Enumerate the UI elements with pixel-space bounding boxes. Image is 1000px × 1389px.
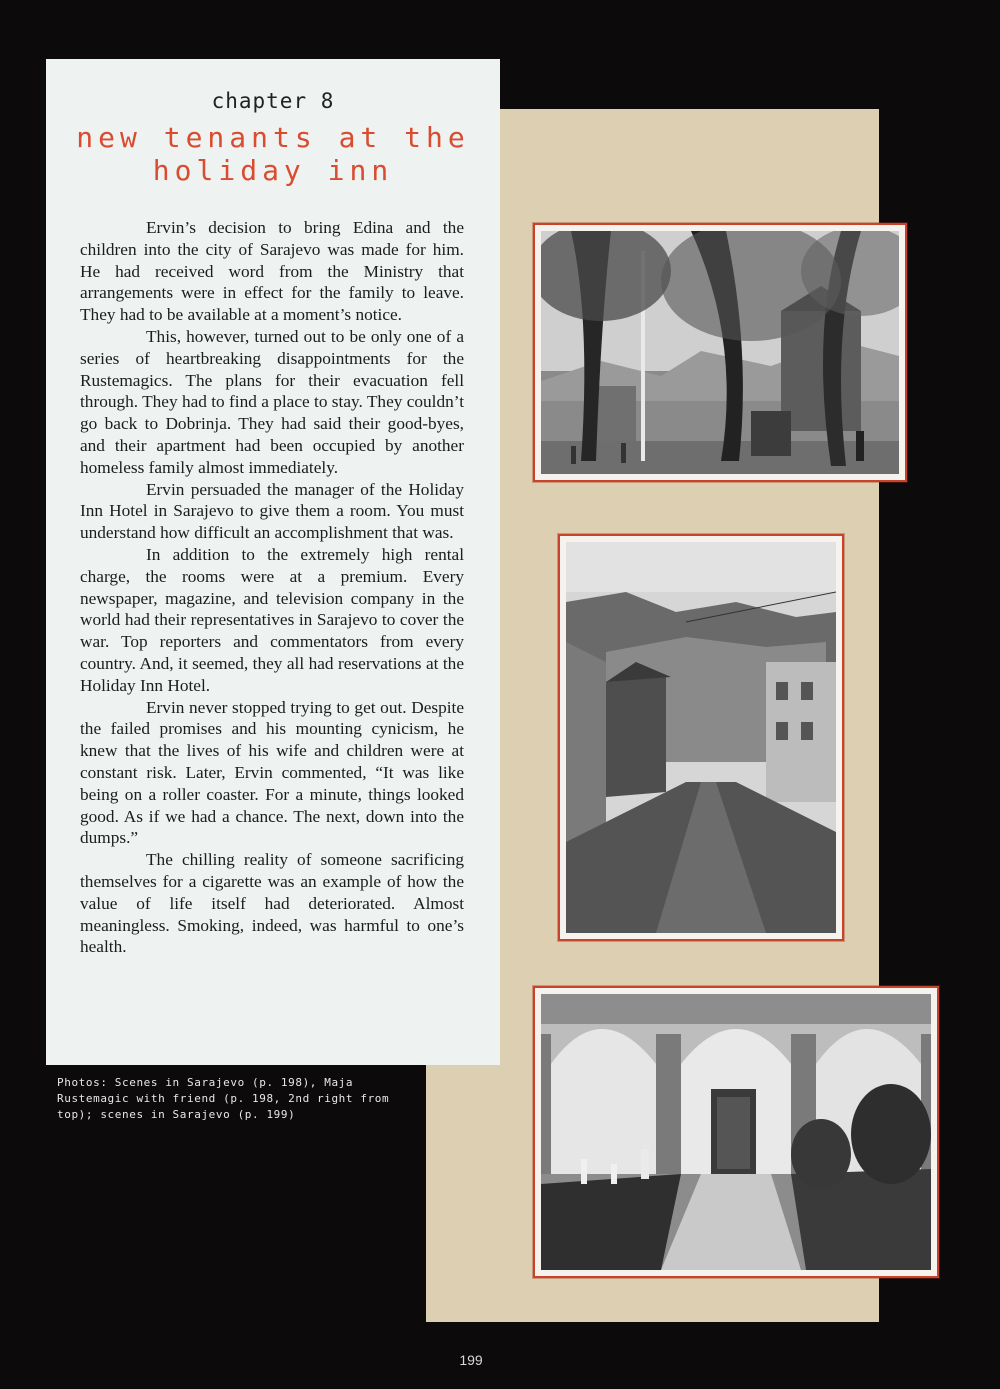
paragraph-6: The chilling reality of someone sacrificing themselves for a cigarette was an example of how the value of life itself had deteriorated. Almost meaningless. Smoking, indeed, was harmful to one’s health. bbox=[80, 850, 464, 957]
paragraph-2: This, however, turned out to be only one of a series of heartbreaking disappointments for the Rustemagics. The plans for their evacuation fell through. They had to find a place to stay. They couldn’t go back to Dobrinja. They had said their good-byes, and their apartment had been occupied by another homeless family almost immediately. bbox=[80, 326, 464, 477]
photo-mosque-arcade bbox=[533, 986, 939, 1278]
chapter-label: chapter 8 bbox=[211, 89, 335, 113]
chapter-title: new tenants at the holiday inn bbox=[76, 121, 470, 187]
paragraph-5: Ervin never stopped trying to get out. Despite the failed promises and his mounting cynicism, he knew that the lives of his wife and children were at constant risk. Later, Ervin commented, “It was like being on a roller coaster. For a minute, things looked good. As if we had a chance. The next, down into the dumps.” bbox=[80, 697, 464, 848]
paragraph-1: Ervin’s decision to bring Edina and the children into the city of Sarajevo was made for him. He had received word from the Ministry that arrangements were in effect for the family to leave. They had to be available at a moment’s notice. bbox=[80, 218, 464, 325]
photo-street-trees-image bbox=[541, 231, 899, 474]
photo-street-hills-image bbox=[566, 542, 836, 933]
body-text bbox=[80, 217, 464, 958]
page-number: 199 bbox=[459, 1352, 483, 1368]
photo-mosque-arcade-image bbox=[541, 994, 931, 1270]
photo-caption: Photos: Scenes in Sarajevo (p. 198), Maja Rustemagic with friend (p. 198, 2nd right from top); scenes in Sarajevo (p. 199) bbox=[57, 1076, 390, 1121]
photo-street-hills bbox=[558, 534, 844, 941]
photo-street-trees bbox=[533, 223, 907, 482]
text-panel bbox=[46, 59, 500, 1065]
paragraph-3: Ervin persuaded the manager of the Holiday Inn Hotel in Sarajevo to give them a room. You must understand how difficult an accomplishment that was. bbox=[80, 479, 464, 543]
paragraph-4: In addition to the extremely high rental charge, the rooms were at a premium. Every newspaper, magazine, and television company in the world had their representatives in Sarajevo to cover the war. Top reporters and commentators from every country. And, it seemed, they all had reservations at the Holiday Inn Hotel. bbox=[80, 544, 464, 695]
